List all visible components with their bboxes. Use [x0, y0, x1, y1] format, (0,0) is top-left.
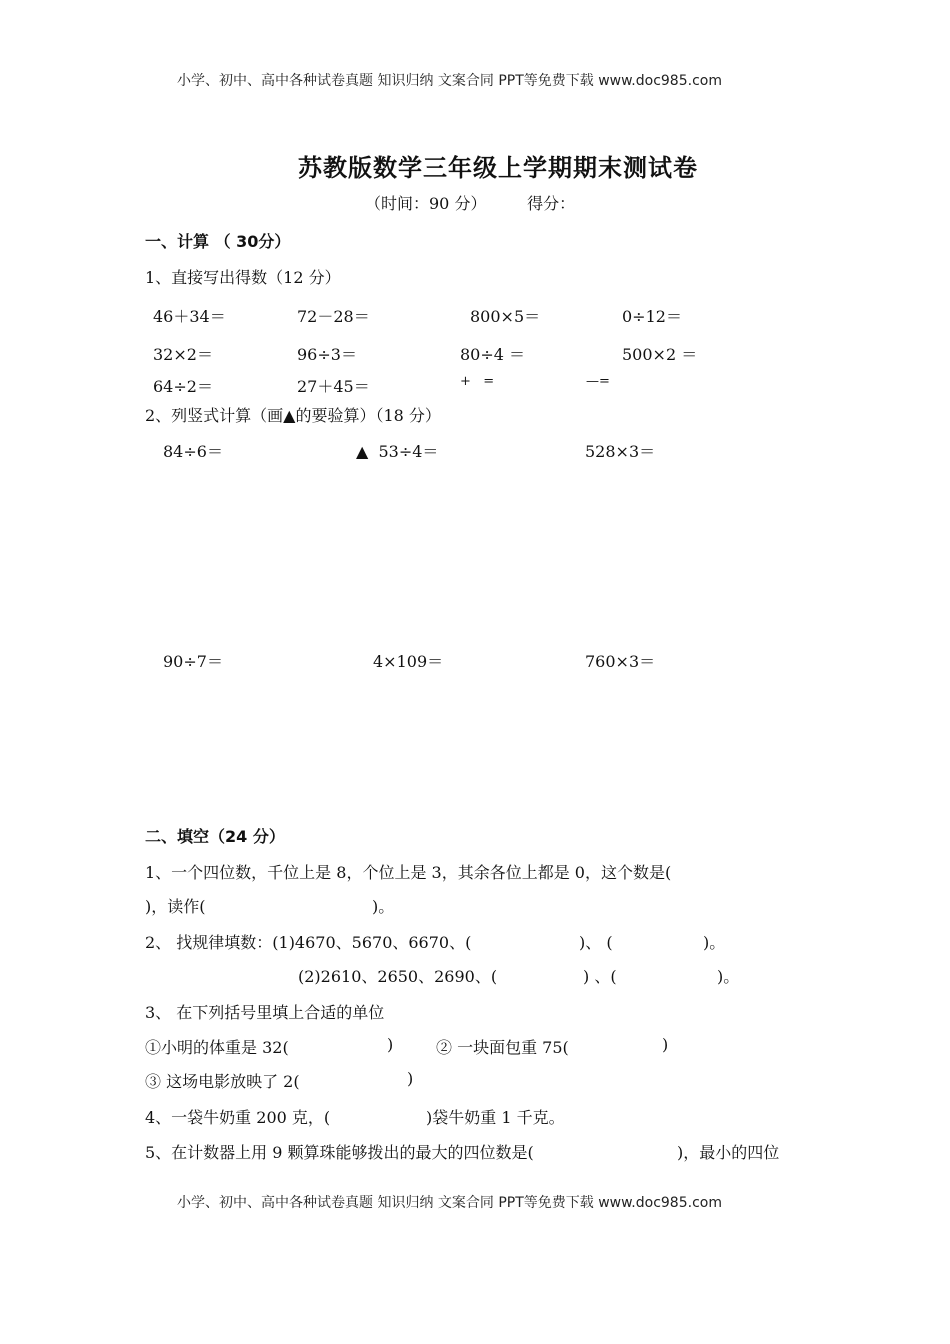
- vertical-calc-item: ▲ 53÷4＝: [356, 442, 439, 461]
- fill-q4-a: 4、一袋牛奶重 200 克，(: [145, 1108, 331, 1127]
- footer-banner: 小学、初中、高中各种试卷真题 知识归纳 文案合同 PPT等免费下载 www.doc985.com: [177, 1195, 722, 1211]
- fill-q2-b: )、 (: [579, 933, 613, 952]
- fill-q2-c: )。: [703, 933, 726, 952]
- fill-q3-item3-b: ): [407, 1069, 414, 1088]
- fill-q2-line2-c: )。: [717, 967, 740, 986]
- vertical-calc-item: 90÷7＝: [163, 652, 223, 671]
- fill-q5-b: )，最小的四位: [677, 1143, 780, 1162]
- fill-q5-a: 5、在计数器上用 9 颗算珠能够拨出的最大的四位数是(: [145, 1143, 534, 1162]
- fill-q1-line1: 1、一个四位数，千位上是 8，个位上是 3，其余各位上都是 0，这个数是(: [145, 863, 672, 882]
- fill-q2-a: 2、 找规律填数：(1)4670、5670、6670、(: [145, 933, 472, 952]
- calc-item: 64÷2＝: [153, 377, 213, 396]
- calc-item: 800×5＝: [470, 307, 541, 326]
- fill-q4-b: )袋牛奶重 1 千克。: [426, 1108, 565, 1127]
- calc-item: 96÷3＝: [297, 345, 357, 364]
- calc-item: 80÷4 ＝: [460, 345, 526, 364]
- calc-item: + =: [460, 374, 495, 389]
- calc-item: 46＋34＝: [153, 307, 226, 326]
- fill-q3-item1-a: ①小明的体重是 32(: [145, 1038, 289, 1057]
- vertical-calc-item: 760×3＝: [585, 652, 656, 671]
- calc-item: —=: [586, 374, 610, 389]
- header-banner: 小学、初中、高中各种试卷真题 知识归纳 文案合同 PPT等免费下载 www.doc985.com: [177, 73, 722, 89]
- calc-item: 32×2＝: [153, 345, 213, 364]
- vertical-calc-item: 528×3＝: [585, 442, 656, 461]
- fill-q3-item2-a: ② 一块面包重 75(: [436, 1038, 569, 1057]
- fill-q3-item2-b: ): [662, 1035, 669, 1054]
- fill-q2-line2-a: (2)2610、2650、2690、(: [298, 967, 498, 986]
- section2-heading: 二、填空（24 分）: [145, 827, 285, 846]
- fill-q3-heading: 3、 在下列括号里填上合适的单位: [145, 1003, 385, 1022]
- fill-q1-line2-b: )。: [372, 897, 395, 916]
- fill-q1-line2-a: )，读作(: [145, 897, 206, 916]
- fill-q2-line2-b: ) 、(: [583, 967, 617, 986]
- calc-item: 500×2 ＝: [622, 345, 698, 364]
- calc-item: 72－28＝: [297, 307, 370, 326]
- vertical-calc-item: 4×109＝: [373, 652, 444, 671]
- calc-item: 27＋45＝: [297, 377, 370, 396]
- q1-heading: 1、直接写出得数（12 分）: [145, 268, 341, 287]
- fill-q3-item3-a: ③ 这场电影放映了 2(: [145, 1072, 300, 1091]
- page-title: 苏教版数学三年级上学期期末测试卷: [298, 154, 698, 182]
- q2-heading: 2、列竖式计算（画▲的要验算）（18 分）: [145, 406, 441, 425]
- calc-item: 0÷12＝: [622, 307, 682, 326]
- subtitle: （时间：90 分） 得分：: [365, 194, 576, 213]
- vertical-calc-item: 84÷6＝: [163, 442, 223, 461]
- section1-heading: 一、计算 （ 30分）: [145, 232, 291, 251]
- fill-q3-item1-b: ): [387, 1035, 394, 1054]
